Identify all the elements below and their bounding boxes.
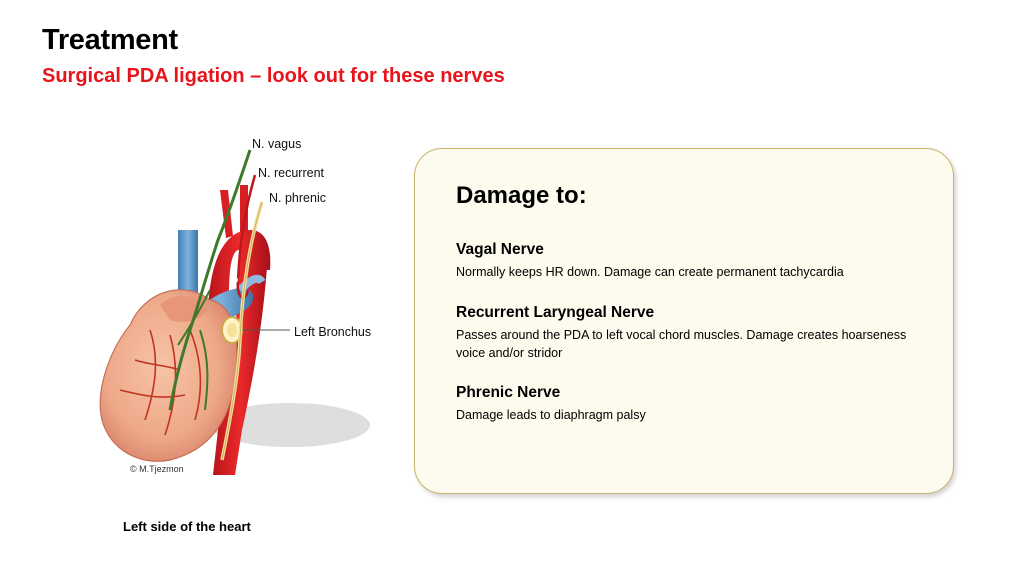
heart-illustration xyxy=(90,130,390,490)
damage-panel xyxy=(414,148,954,494)
nerve-item-text: Normally keeps HR down. Damage can create permanent tachycardia xyxy=(456,265,844,279)
label-recurrent: N. recurrent xyxy=(258,166,324,180)
nerve-item-title: Phrenic Nerve xyxy=(456,384,561,401)
nerve-item-phrenic xyxy=(456,384,926,424)
nerve-item-recurrent xyxy=(456,304,926,362)
copyright-signature: © M.Tjezmon xyxy=(130,464,184,474)
label-left-bronchus: Left Bronchus xyxy=(294,325,372,339)
nerve-item-text: Damage leads to diaphragm palsy xyxy=(456,408,646,422)
label-vagus: N. vagus xyxy=(252,137,302,151)
slide-title: Treatment xyxy=(42,24,178,56)
figure-caption: Left side of the heart xyxy=(123,519,251,534)
label-phrenic: N. phrenic xyxy=(269,191,326,205)
panel-heading: Damage to: xyxy=(456,182,587,209)
nerve-item-title: Vagal Nerve xyxy=(456,241,544,258)
slide-subtitle: Surgical PDA ligation – look out for these nerves xyxy=(42,65,505,87)
nerve-item-title: Recurrent Laryngeal Nerve xyxy=(456,304,655,321)
nerve-item-vagal xyxy=(456,241,926,281)
heart-drawing xyxy=(90,130,390,490)
nerve-item-text: Passes around the PDA to left vocal chord muscles. Damage creates hoarseness voice and/or stridor xyxy=(456,328,907,360)
